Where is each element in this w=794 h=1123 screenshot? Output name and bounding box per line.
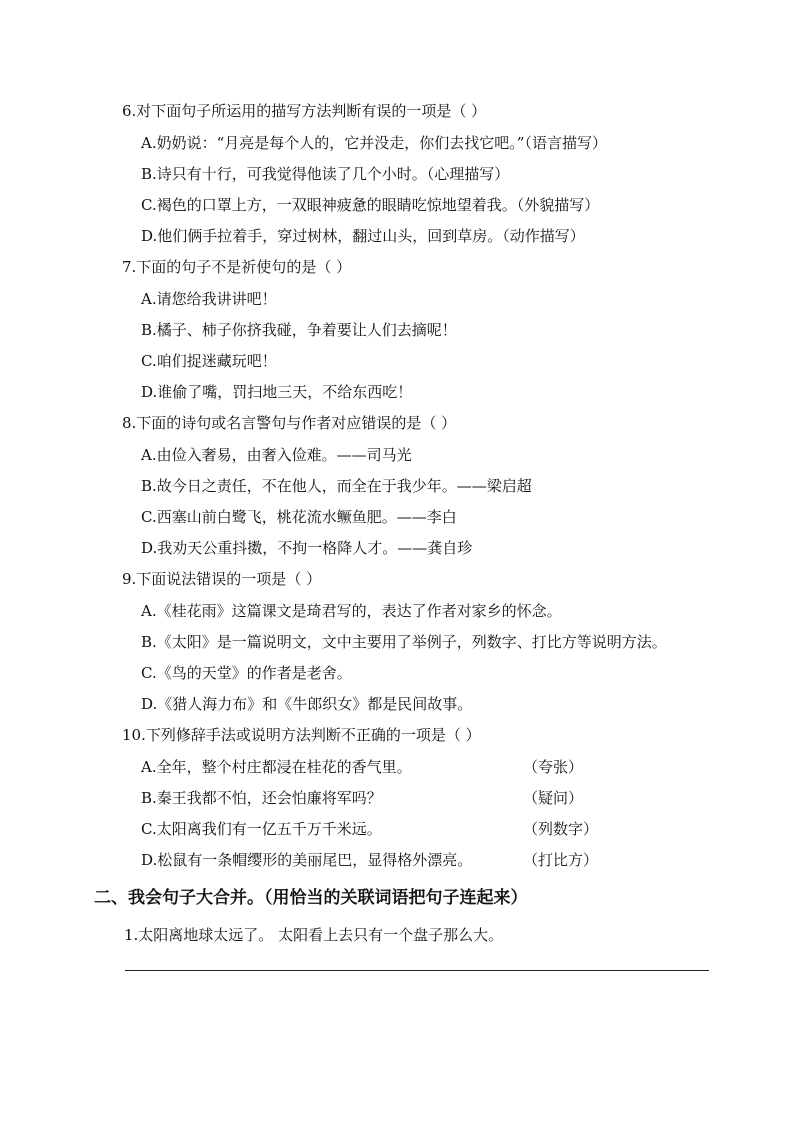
section-2-item-1: 1.太阳离地球太远了。 太阳看上去只有一个盘子那么大。 xyxy=(124,926,504,944)
question-10-tag-d: （打比方） xyxy=(523,851,599,869)
question-8-option-d: D.我劝天公重抖擞，不拘一格降人才。——龚自珍 xyxy=(141,539,473,557)
question-7-option-b: B.橘子、柿子你挤我碰，争着要让人们去摘呢！ xyxy=(141,321,457,339)
question-6-option-a: A.奶奶说：“月亮是每个人的，它并没走，你们去找它吧。”（语言描写） xyxy=(141,134,607,152)
question-6-option-c: C.褐色的口罩上方，一双眼神疲惫的眼睛吃惊地望着我。（外貌描写） xyxy=(141,196,600,214)
question-9-option-a: A.《桂花雨》这篇课文是琦君写的，表达了作者对家乡的怀念。 xyxy=(141,602,562,620)
question-6-option-b: B.诗只有十行，可我觉得他读了几个小时。（心理描写） xyxy=(141,165,510,183)
question-8-option-c: C.西塞山前白鹭飞，桃花流水鳜鱼肥。——李白 xyxy=(141,508,457,526)
question-8-option-a: A.由俭入奢易，由奢入俭难。——司马光 xyxy=(141,446,412,464)
question-9-stem: 9.下面说法错误的一项是（ ） xyxy=(122,570,322,588)
question-8-stem: 8.下面的诗句或名言警句与作者对应错误的是（ ） xyxy=(122,414,457,432)
question-10-option-b: B.秦王我都不怕，还会怕廉将军吗？ xyxy=(141,789,382,807)
question-9-option-b: B.《太阳》是一篇说明文，文中主要用了举例子，列数字、打比方等说明方法。 xyxy=(141,633,667,651)
question-10-stem: 10.下列修辞手法或说明方法判断不正确的一项是（ ） xyxy=(122,726,481,744)
question-10-option-a: A.全年，整个村庄都浸在桂花的香气里。 xyxy=(141,758,412,776)
question-6-option-d: D.他们俩手拉着手，穿过树林，翻过山头，回到草房。（动作描写） xyxy=(141,227,585,245)
question-10-option-d: D.松鼠有一条帽缨形的美丽尾巴，显得格外漂亮。 xyxy=(141,851,473,869)
question-10-tag-a: （夸张） xyxy=(523,758,584,776)
question-7-option-a: A.请您给我讲讲吧！ xyxy=(141,290,277,308)
question-10-tag-b: （疑问） xyxy=(523,789,584,807)
question-9-option-c: C.《鸟的天堂》的作者是老舍。 xyxy=(141,664,352,682)
section-2-heading: 二、我会句子大合并。（用恰当的关联词语把句子连起来） xyxy=(94,888,528,908)
question-10-tag-c: （列数字） xyxy=(523,820,599,838)
answer-line[interactable] xyxy=(125,970,709,971)
question-6-stem: 6.对下面句子所运用的描写方法判断有误的一项是（ ） xyxy=(122,102,487,120)
question-7-option-d: D.谁偷了嘴，罚扫地三天，不给东西吃！ xyxy=(141,383,413,401)
question-7-option-c: C.咱们捉迷藏玩吧！ xyxy=(141,352,277,370)
question-8-option-b: B.故今日之责任，不在他人，而全在于我少年。——梁启超 xyxy=(141,477,532,495)
question-9-option-d: D.《猎人海力布》和《牛郎织女》都是民间故事。 xyxy=(141,695,473,713)
question-10-option-c: C.太阳离我们有一亿五千万千米远。 xyxy=(141,820,382,838)
question-7-stem: 7.下面的句子不是祈使句的是（ ） xyxy=(122,258,352,276)
